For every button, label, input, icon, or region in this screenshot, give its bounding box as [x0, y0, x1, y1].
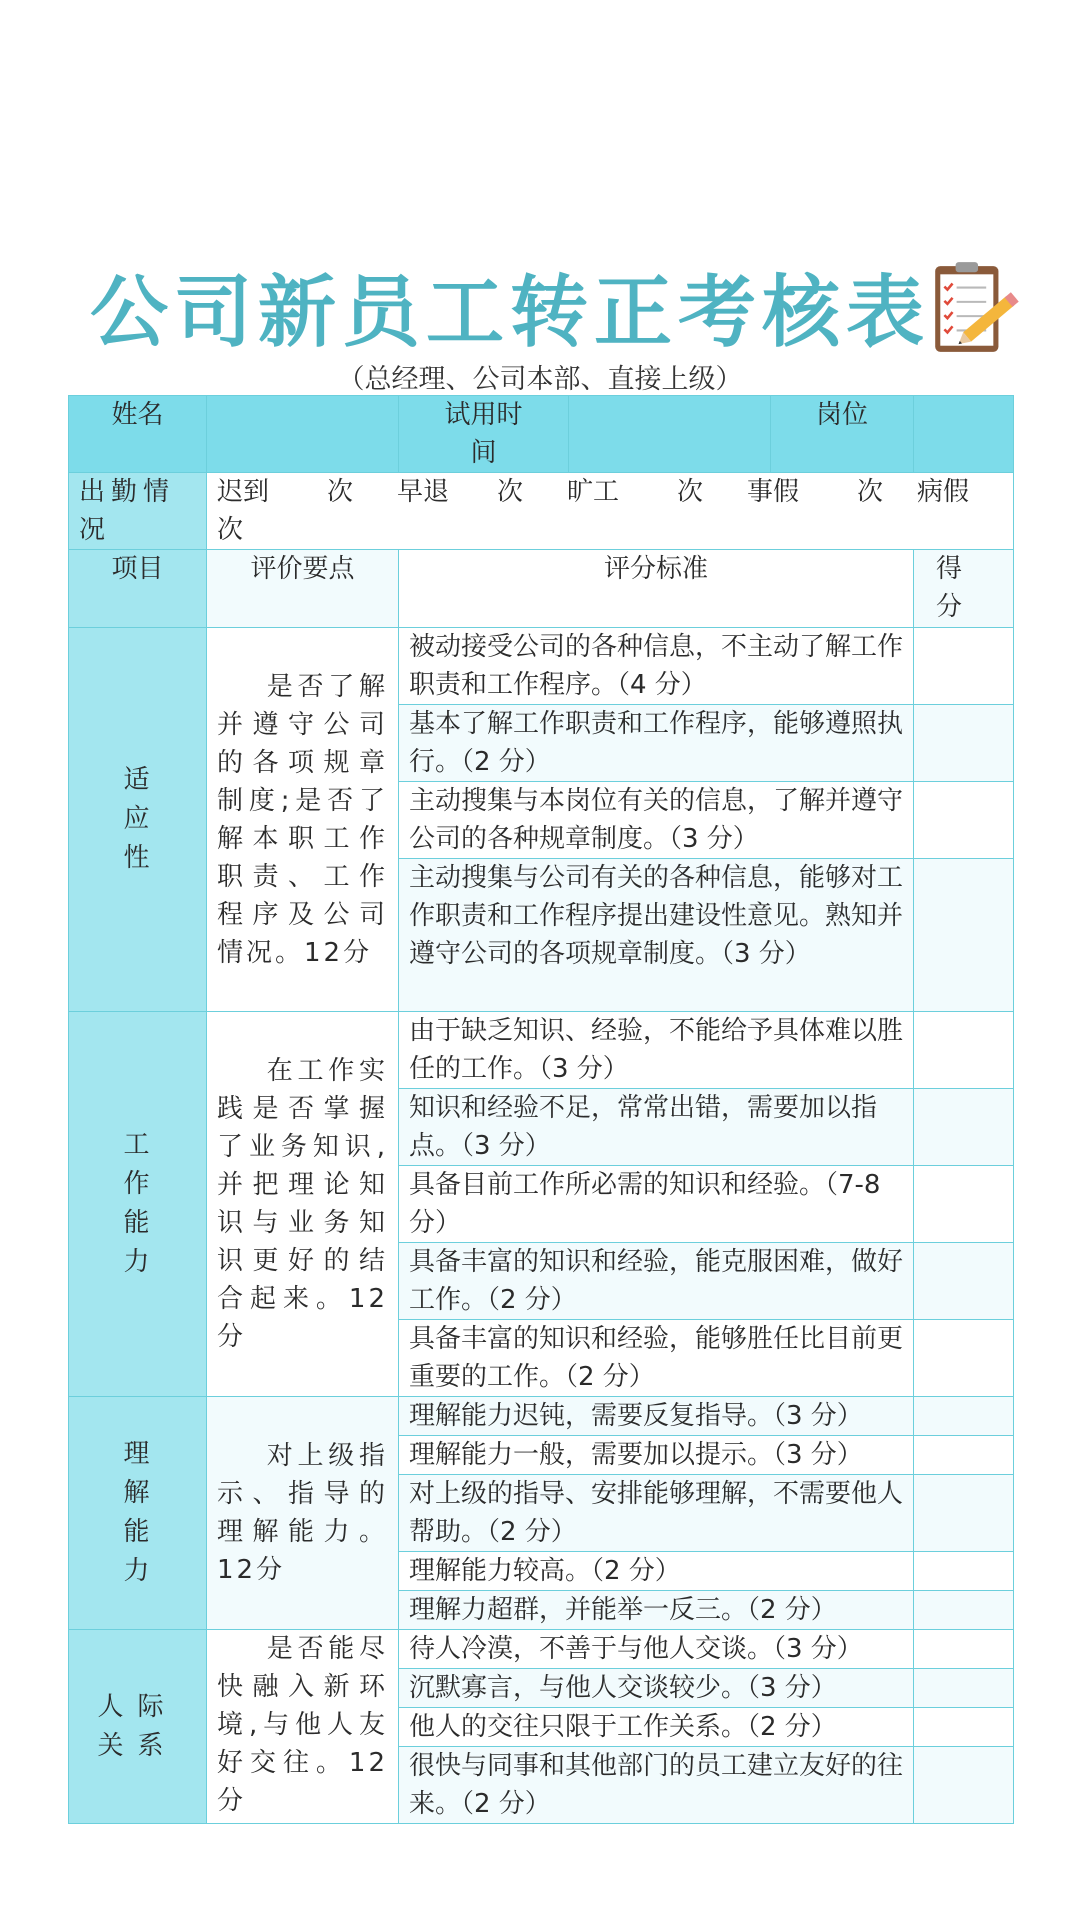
personal-leave-unit: 次	[857, 477, 884, 507]
attendance-label: 出勤情况	[69, 473, 207, 550]
standard-item: 理解能力较高。（2 分）	[399, 1552, 914, 1591]
attendance-row	[69, 473, 1014, 550]
page-title: 公司新员工转正考核表	[89, 268, 930, 358]
score-cell[interactable]	[914, 1320, 1014, 1397]
clipboard-pencil-icon	[925, 258, 1027, 360]
col-score: 得分	[914, 550, 1014, 628]
standard-item: 知识和经验不足，常常出错，需要加以指点。（3 分）	[399, 1089, 914, 1166]
header-row	[69, 396, 1014, 473]
sick-leave-label: 病假	[917, 477, 970, 507]
score-cell[interactable]	[914, 1436, 1014, 1475]
standard-item: 主动搜集与本岗位有关的信息，了解并遵守公司的各种规章制度。（3 分）	[399, 782, 914, 859]
score-cell[interactable]	[914, 1397, 1014, 1436]
score-cell[interactable]	[914, 1591, 1014, 1630]
personal-leave-label: 事假	[747, 477, 800, 507]
standard-item: 基本了解工作职责和工作程序，能够遵照执行。（2 分）	[399, 705, 914, 782]
standard-item: 理解能力一般，需要加以提示。（3 分）	[399, 1436, 914, 1475]
score-cell[interactable]	[914, 628, 1014, 705]
score-cell[interactable]	[914, 1552, 1014, 1591]
section-item: 理解能力	[69, 1397, 207, 1630]
score-cell[interactable]	[914, 1708, 1014, 1747]
score-cell[interactable]	[914, 1012, 1014, 1089]
score-cell[interactable]	[914, 782, 1014, 859]
section-point: 是否了解并遵守公司的各项规章制度;是否了解本职工作职责、工作程序及公司情况。12分	[207, 628, 399, 1012]
col-point: 评价要点	[207, 550, 399, 628]
standard-item: 对上级的指导、安排能够理解，不需要他人帮助。（2 分）	[399, 1475, 914, 1552]
standard-item: 主动搜集与公司有关的各种信息，能够对工作职责和工作程序提出建设性意见。熟知并遵守公司的各项规章制度。（3 分）	[399, 859, 914, 1012]
standard-item: 由于缺乏知识、经验，不能给予具体难以胜任的工作。（3 分）	[399, 1012, 914, 1089]
name-value[interactable]	[207, 396, 399, 473]
score-cell[interactable]	[914, 1669, 1014, 1708]
score-cell[interactable]	[914, 1089, 1014, 1166]
position-label: 岗位	[771, 396, 914, 473]
absent-label: 旷工	[567, 477, 620, 507]
standard-item: 具备目前工作所必需的知识和经验。（7-8 分）	[399, 1166, 914, 1243]
probation-value[interactable]	[569, 396, 771, 473]
score-cell[interactable]	[914, 705, 1014, 782]
standard-item: 很快与同事和其他部门的员工建立友好的往来。（2 分）	[399, 1747, 914, 1824]
standard-item: 沉默寡言，与他人交谈较少。（3 分）	[399, 1669, 914, 1708]
standard-item: 具备丰富的知识和经验，能够胜任比目前更重要的工作。（2 分）	[399, 1320, 914, 1397]
section-item: 工作能力	[69, 1012, 207, 1397]
standard-item: 具备丰富的知识和经验，能克服困难，做好工作。（2 分）	[399, 1243, 914, 1320]
late-unit: 次	[327, 477, 354, 507]
score-cell[interactable]	[914, 1747, 1014, 1824]
score-cell[interactable]	[914, 1166, 1014, 1243]
standard-item: 他人的交往只限于工作关系。（2 分）	[399, 1708, 914, 1747]
score-cell[interactable]	[914, 859, 1014, 1012]
standard-item: 理解能力迟钝，需要反复指导。（3 分）	[399, 1397, 914, 1436]
position-value[interactable]	[914, 396, 1014, 473]
standard-item: 待人冷漠，不善于与他人交谈。（3 分）	[399, 1630, 914, 1669]
standard-item: 理解力超群，并能举一反三。（2 分）	[399, 1591, 914, 1630]
probation-label: 试用时间	[399, 396, 569, 473]
absent-unit: 次	[677, 477, 704, 507]
score-cell[interactable]	[914, 1630, 1014, 1669]
subtitle: （总经理、公司本部、直接上级）	[337, 364, 743, 395]
score-cell[interactable]	[914, 1475, 1014, 1552]
score-cell[interactable]	[914, 1243, 1014, 1320]
col-item: 项目	[69, 550, 207, 628]
late-label: 迟到	[217, 477, 270, 507]
early-label: 早退	[397, 477, 450, 507]
evaluation-table	[68, 395, 1014, 1824]
standard-item: 被动接受公司的各种信息，不主动了解工作职责和工作程序。（4 分）	[399, 628, 914, 705]
section-point: 在工作实践是否掌握了业务知识,并把理论知识与业务知识更好的结合起来。12分	[207, 1012, 399, 1397]
attendance-fields[interactable]	[207, 473, 1014, 550]
column-header-row	[69, 550, 1014, 628]
section-point: 对上级指示、指导的理解能力。12分	[207, 1397, 399, 1630]
section-item: 人际关系	[69, 1630, 207, 1824]
early-unit: 次	[497, 477, 524, 507]
name-label: 姓名	[69, 396, 207, 473]
col-standard: 评分标准	[399, 550, 914, 628]
section-point: 是否能尽快融入新环境,与他人友好交往。12分	[207, 1630, 399, 1824]
section-item: 适应性	[69, 628, 207, 1012]
sick-leave-unit: 次	[217, 515, 244, 545]
